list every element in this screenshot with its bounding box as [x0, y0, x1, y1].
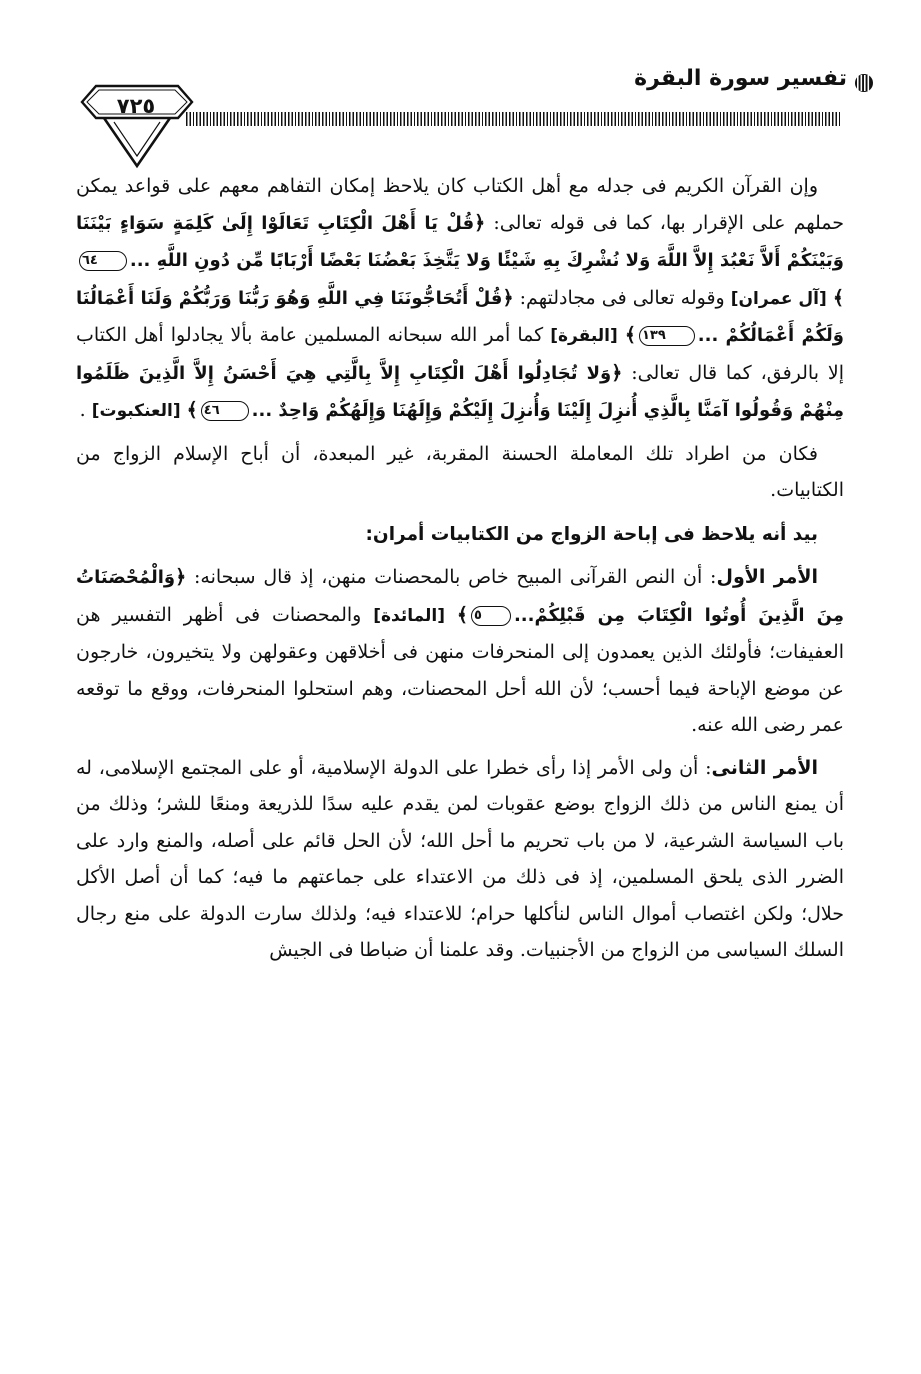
verse-close-bracket: ﴾	[186, 399, 198, 421]
verse-open-bracket: ﴿	[175, 566, 187, 588]
page-header	[0, 0, 921, 170]
surah-reference: [البقرة]	[550, 326, 618, 346]
quran-verse: وَالْمُحْصَنَاتُ مِنَ الَّذِينَ أُوتُوا الْكِتَابَ مِن قَبْلِكُمْ...	[76, 567, 845, 626]
quran-verse: قُلْ أَتُحَاجُّونَنَا فِي اللَّهِ وَهُوَ رَبُّنَا وَرَبُّكُمْ وَلَنَا أَعْمَالُنَا وَلَكُمْ أَعْمَالُكُمْ ...	[76, 287, 844, 346]
paragraph-first-matter	[76, 559, 844, 744]
verse-close-bracket: ﴾	[456, 603, 468, 626]
running-title: تفسير سورة البقرة	[634, 66, 847, 91]
ayah-number: ٤٦	[201, 401, 249, 421]
body-text: وقوله تعالى فى مجادلتهم:	[513, 286, 731, 309]
ayah-number: ٥	[471, 606, 511, 626]
verse-open-bracket: ﴿	[611, 361, 623, 384]
body-text: : أن ولى الأمر إذا رأى خطرا على الدولة الإسلامية، أو على المجتمع الإسلامى، له أن يمنع الناس من ذلك الزواج بوضع عقوبات لمن يقدم عليه سدًا للذريعة ومنعًا للشر؛ وذلك من باب السياسة الشرعية، لا من باب تحريم ما أحل الله؛ لأن الحل قائم على أصله، والمنع وارد على الضرر الذى يلحق المسلمين، إذ فى ذلك من الاعتداء على جماعتهم ما فيه؛ كما أن أصل الأكل حلال؛ ولكن اغتصاب أموال الناس لنأكلها حرام؛ للاعتداء فيه؛ ولذلك سارت الدولة على منع رجال السلك السياسى من الزواج من الأجنبيات. وقد علمنا أن ضباطا فى الجيش	[76, 756, 844, 961]
point-label: الأمر الأول	[716, 566, 818, 588]
verse-open-bracket: ﴿	[502, 286, 514, 309]
body-text: : أن النص القرآنى المبيح خاص بالمحصنات منهن، إذ قال سبحانه:	[186, 566, 717, 588]
body-text: وإن القرآن الكريم فى جدله مع أهل الكتاب كان يلاحظ إمكان التفاهم معهم على قواعد يمكن حملهم على الإقرار بها، كما فى قوله تعالى:	[76, 175, 845, 234]
ayah-number: ١٣٩	[639, 326, 695, 346]
paragraph-permission: فكان من اطراد تلك المعاملة الحسنة المقربة، غير المبعدة، أن أباح الإسلام الزواج من الكتابيات.	[76, 442, 844, 501]
verse-close-bracket: ﴾	[832, 286, 844, 309]
body-text: كما أمر الله سبحانه المسلمين عامة بألا يجادلوا أهل الكتاب إلا بالرفق، كما قال تعالى:	[76, 324, 844, 384]
page-number: ٧٢٥	[116, 94, 156, 118]
ornament-icon	[853, 72, 875, 94]
body-text: .	[79, 399, 92, 421]
paragraph-second-matter	[76, 750, 844, 969]
header-rule	[186, 112, 840, 126]
surah-reference: [آل عمران]	[730, 288, 827, 309]
verse-close-bracket: ﴾	[624, 324, 636, 346]
quran-verse: قُلْ يَا أَهْلَ الْكِتَابِ تَعَالَوْا إِلَىٰ كَلِمَةٍ سَوَاءٍ بَيْنَنَا وَبَيْنَكُمْ أَلاَّ نَعْبُدَ إِلاَّ اللَّهَ وَلا نُشْرِكَ بِهِ شَيْئًا وَلا يَتَّخِذَ بَعْضُنَا بَعْضًا أَرْبَابًا مِّن دُونِ اللَّهِ ...	[76, 212, 844, 271]
paragraph-quran-dialogue	[76, 168, 844, 430]
body-text: والمحصنات فى أظهر التفسير هن العفيفات؛ فأولئك الذين يعمدون إلى المنحرفات منهن فى أخلاقهن وعقولهن ولا يتخيرون، خارجون عن موضع الإباحة فيما أحسب؛ لأن الله أحل المحصنات، وهم استحلوا المنحرفات، ووقع ما توقعه عمر رضى الله عنه.	[76, 603, 844, 736]
verse-open-bracket: ﴿	[474, 211, 486, 234]
section-heading: بيد أنه يلاحظ فى إباحة الزواج من الكتابيات أمران:	[365, 523, 818, 545]
surah-reference: [المائدة]	[373, 605, 445, 626]
page-body	[76, 168, 844, 969]
surah-reference: [العنكبوت]	[91, 401, 181, 421]
ayah-number: ٦٤	[79, 251, 127, 271]
quran-verse: وَلا تُجَادِلُوا أَهْلَ الْكِتَابِ إِلاَّ بِالَّتِي هِيَ أَحْسَنُ إِلاَّ الَّذِينَ ظَلَمُوا مِنْهُمْ وَقُولُوا آمَنَّا بِالَّذِي أُنزِلَ إِلَيْنَا وَأُنزِلَ إِلَيْكُمْ وَإِلَهُنَا وَإِلَهُكُمْ وَاحِدٌ ...	[76, 362, 844, 421]
point-label: الأمر الثانى	[711, 756, 819, 779]
